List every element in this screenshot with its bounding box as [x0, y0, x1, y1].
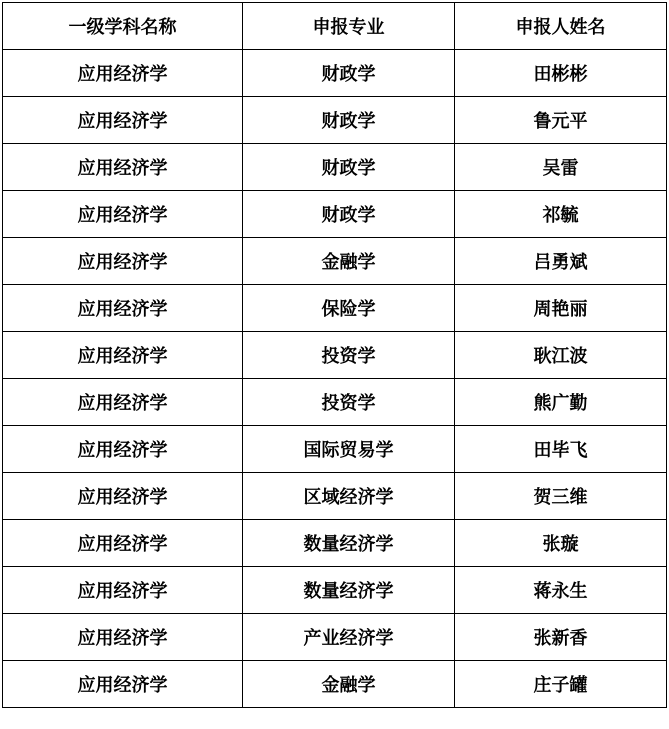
discipline-cell: 应用经济学 — [3, 332, 243, 379]
major-cell: 财政学 — [243, 97, 455, 144]
table-row — [3, 520, 667, 567]
major-cell: 金融学 — [243, 238, 455, 285]
major-cell: 国际贸易学 — [243, 426, 455, 473]
applicant-name-cell: 祁毓 — [455, 191, 667, 238]
major-cell: 金融学 — [243, 661, 455, 708]
applicant-table — [2, 2, 667, 708]
major-cell: 投资学 — [243, 332, 455, 379]
applicant-name-cell: 田毕飞 — [455, 426, 667, 473]
discipline-cell: 应用经济学 — [3, 520, 243, 567]
table-row — [3, 332, 667, 379]
header-discipline: 一级学科名称 — [3, 3, 243, 50]
table-row — [3, 50, 667, 97]
header-applicant: 申报人姓名 — [455, 3, 667, 50]
table-row — [3, 97, 667, 144]
table-row — [3, 567, 667, 614]
discipline-cell: 应用经济学 — [3, 238, 243, 285]
applicant-name-cell: 吕勇斌 — [455, 238, 667, 285]
applicant-name-cell: 吴雷 — [455, 144, 667, 191]
table-row — [3, 238, 667, 285]
discipline-cell: 应用经济学 — [3, 567, 243, 614]
applicant-name-cell: 耿江波 — [455, 332, 667, 379]
applicant-name-cell: 贺三维 — [455, 473, 667, 520]
applicant-name-cell: 鲁元平 — [455, 97, 667, 144]
major-cell: 保险学 — [243, 285, 455, 332]
applicant-name-cell: 熊广勤 — [455, 379, 667, 426]
major-cell: 数量经济学 — [243, 520, 455, 567]
major-cell: 投资学 — [243, 379, 455, 426]
table-row — [3, 426, 667, 473]
table-row — [3, 144, 667, 191]
table-row — [3, 191, 667, 238]
applicant-name-cell: 张新香 — [455, 614, 667, 661]
table-row — [3, 614, 667, 661]
major-cell: 产业经济学 — [243, 614, 455, 661]
discipline-cell: 应用经济学 — [3, 614, 243, 661]
major-cell: 财政学 — [243, 191, 455, 238]
discipline-cell: 应用经济学 — [3, 285, 243, 332]
discipline-cell: 应用经济学 — [3, 473, 243, 520]
major-cell: 财政学 — [243, 144, 455, 191]
table-row — [3, 379, 667, 426]
applicant-name-cell: 庄子罐 — [455, 661, 667, 708]
major-cell: 区域经济学 — [243, 473, 455, 520]
discipline-cell: 应用经济学 — [3, 50, 243, 97]
header-major: 申报专业 — [243, 3, 455, 50]
table-header-row — [3, 3, 667, 50]
discipline-cell: 应用经济学 — [3, 426, 243, 473]
applicant-name-cell: 田彬彬 — [455, 50, 667, 97]
applicant-name-cell: 周艳丽 — [455, 285, 667, 332]
discipline-cell: 应用经济学 — [3, 97, 243, 144]
applicant-name-cell: 张璇 — [455, 520, 667, 567]
discipline-cell: 应用经济学 — [3, 191, 243, 238]
discipline-cell: 应用经济学 — [3, 379, 243, 426]
table-row — [3, 285, 667, 332]
discipline-cell: 应用经济学 — [3, 661, 243, 708]
discipline-cell: 应用经济学 — [3, 144, 243, 191]
major-cell: 数量经济学 — [243, 567, 455, 614]
table-row — [3, 473, 667, 520]
table-row — [3, 661, 667, 708]
applicant-name-cell: 蒋永生 — [455, 567, 667, 614]
major-cell: 财政学 — [243, 50, 455, 97]
